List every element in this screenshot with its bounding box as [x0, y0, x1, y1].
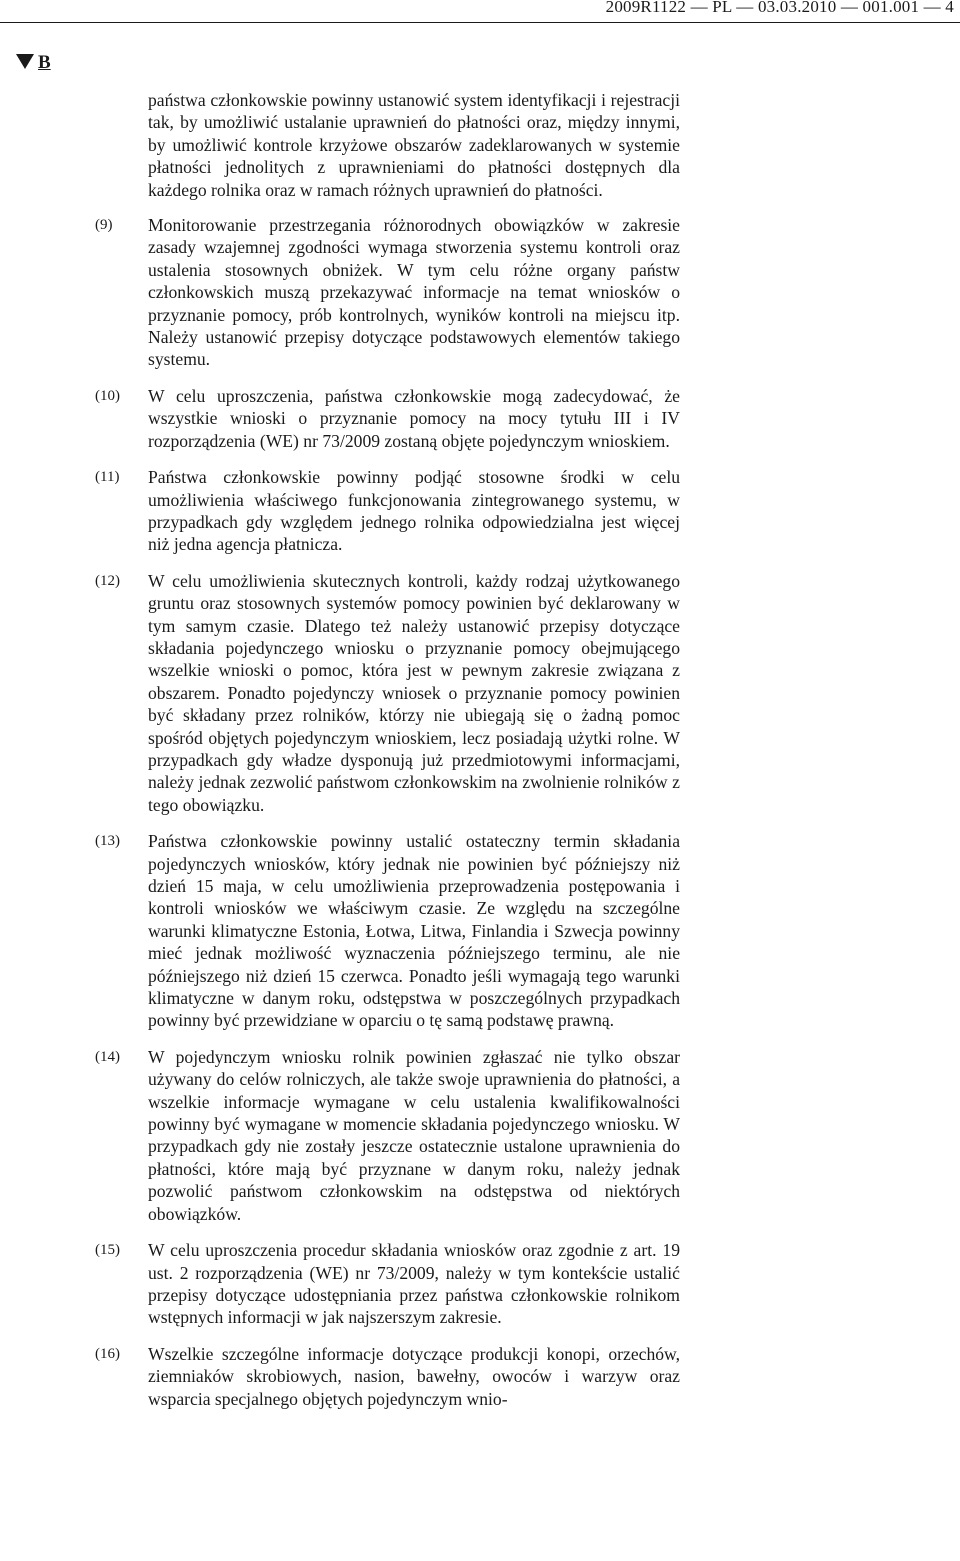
- paragraph-text: W celu umożliwienia skutecznych kontroli, każdy rodzaj użytkowanego gruntu oraz stosownych systemów pomocy powinien być deklarowany w tym samym czasie. Dlatego też należy ustanowić przepisy dotyczące składania pojedynczego wniosku o przyznanie pomocy obejmującego wszelkie wnioski o pomoc, która jest w pewnym zakresie związana z obszarem. Ponadto pojedynczy wniosek o przyznanie pomocy powinien być składany przez rolników, którzy nie ubiegają się o żadną pomoc spośród objętych pojedynczym wnioskiem, lecz posiadają użytki rolne. W przypadkach gdy władze dysponują już przedmiotowymi informacjami, należy jednak zezwolić państwom członkowskim na zwolnienie rolników z tego obowiązku.: [148, 570, 680, 815]
- recital-number: (14): [95, 1048, 120, 1065]
- paragraph-text: Wszelkie szczególne informacje dotyczące produkcji konopi, orzechów, ziemniaków skrobiowych, nasion, bawełny, owoców i warzyw oraz wsparcia specjalnego objętych pojedynczym wnio-: [148, 1343, 680, 1409]
- document-body: [95, 89, 680, 1424]
- document-reference: 2009R1122 — PL — 03.03.2010 — 001.001 — 4: [605, 0, 954, 16]
- paragraph-continuation: [95, 89, 680, 201]
- paragraph-text: Państwa członkowskie powinny podjąć stosowne środki w celu umożliwienia właściwego funkcjonowania zintegrowanego systemu, w przypadkach gdy względem jednego rolnika odpowiedzialna jest więcej niż jedna agencja płatnicza.: [148, 467, 680, 555]
- triangle-down-icon: [16, 54, 34, 69]
- paragraph-text: Państwa członkowskie powinny ustalić ostateczny termin składania pojedynczych wniosków, który jednak nie powinien być późniejszy niż dzień 15 maja, w celu umożliwienia przeprowadzenia postępowania i kontroli wniosków we właściwym czasie. Ze względu na szczególne warunki klimatyczne Estonia, Łotwa, Litwa, Finlandia i Szwecja powinny mieć jednak możliwość wyznaczenia późniejszego terminu, ale nie późniejszego niż dzień 15 czerwca. Ponadto jeśli wymagają tego warunki klimatyczne w danym roku, odstępstwa w poszczególnych przypadkach powinny być przewidziane w oparciu o tę samą podstawę prawną.: [148, 831, 680, 1031]
- recital-number: (15): [95, 1242, 120, 1259]
- recital-number: (10): [95, 387, 120, 404]
- header-rule: [0, 22, 960, 23]
- recital-10: [95, 385, 680, 452]
- paragraph-text: państwa członkowskie powinny ustanowić system identyfikacji i rejestracji tak, by umożliwić ustalanie uprawnień do płatności oraz, między innymi, by umożliwić kontrole krzyżowe obszarów zadeklarowanych w systemie płatności jednolitych z uprawnieniami do płatności dostępnych dla każdego rolnika oraz w ramach różnych uprawnień do płatności.: [148, 90, 680, 200]
- paragraph-text: W celu uproszczenia procedur składania wniosków oraz zgodnie z art. 19 ust. 2 rozporządzenia (WE) nr 73/2009, należy w tym kontekście ustalić przepisy dotyczące udostępniania przez państwa członkowskie rolnikom wstępnych informacji w jak najszerszym zakresie.: [148, 1240, 680, 1328]
- page-header: [0, 0, 960, 22]
- recital-12: [95, 570, 680, 816]
- paragraph-text: Monitorowanie przestrzegania różnorodnych obowiązków w zakresie zasady wzajemnej zgodności wymaga stworzenia systemu kontroli oraz ustalenia stosownych obniżek. W tym celu różne organy państw członkowskich muszą przekazywać informacje na temat wniosków o przyznanie pomocy, prób kontrolnych, wyników kontroli na miejscu itp. Należy ustanowić przepisy dotyczące podstawowych elementów takiego systemu.: [148, 215, 680, 370]
- recital-9: [95, 214, 680, 371]
- recital-15: [95, 1239, 680, 1329]
- recital-number: (9): [95, 217, 113, 234]
- paragraph-text: W pojedynczym wniosku rolnik powinien zgłaszać nie tylko obszar używany do celów rolniczych, ale także swoje uprawnienia do płatności, a wszelkie informacje wymagane w celu ustalenia kwalifikowalności powinny być wymagane w momencie składania pojedynczego wniosku. W przypadkach gdy nie zostały jeszcze ostatecznie ustalone uprawnienia do płatności, które mają być przyznane w danym roku, należy jednak pozwolić państwom członkowskim na odstępstwa od niektórych obowiązków.: [148, 1046, 680, 1224]
- recital-13: [95, 830, 680, 1032]
- recital-11: [95, 466, 680, 556]
- recital-number: (11): [95, 469, 120, 486]
- recital-16: [95, 1343, 680, 1410]
- marker-letter: B: [38, 52, 51, 73]
- recital-number: (12): [95, 572, 120, 589]
- consolidation-marker: [16, 52, 51, 74]
- paragraph-text: W celu uproszczenia, państwa członkowskie mogą zadecydować, że wszystkie wnioski o przyznanie pomocy na mocy tytułu III i IV rozporządzenia (WE) nr 73/2009 zostaną objęte pojedynczym wnioskiem.: [148, 385, 680, 451]
- recital-number: (13): [95, 833, 120, 850]
- recital-number: (16): [95, 1345, 120, 1362]
- recital-14: [95, 1046, 680, 1225]
